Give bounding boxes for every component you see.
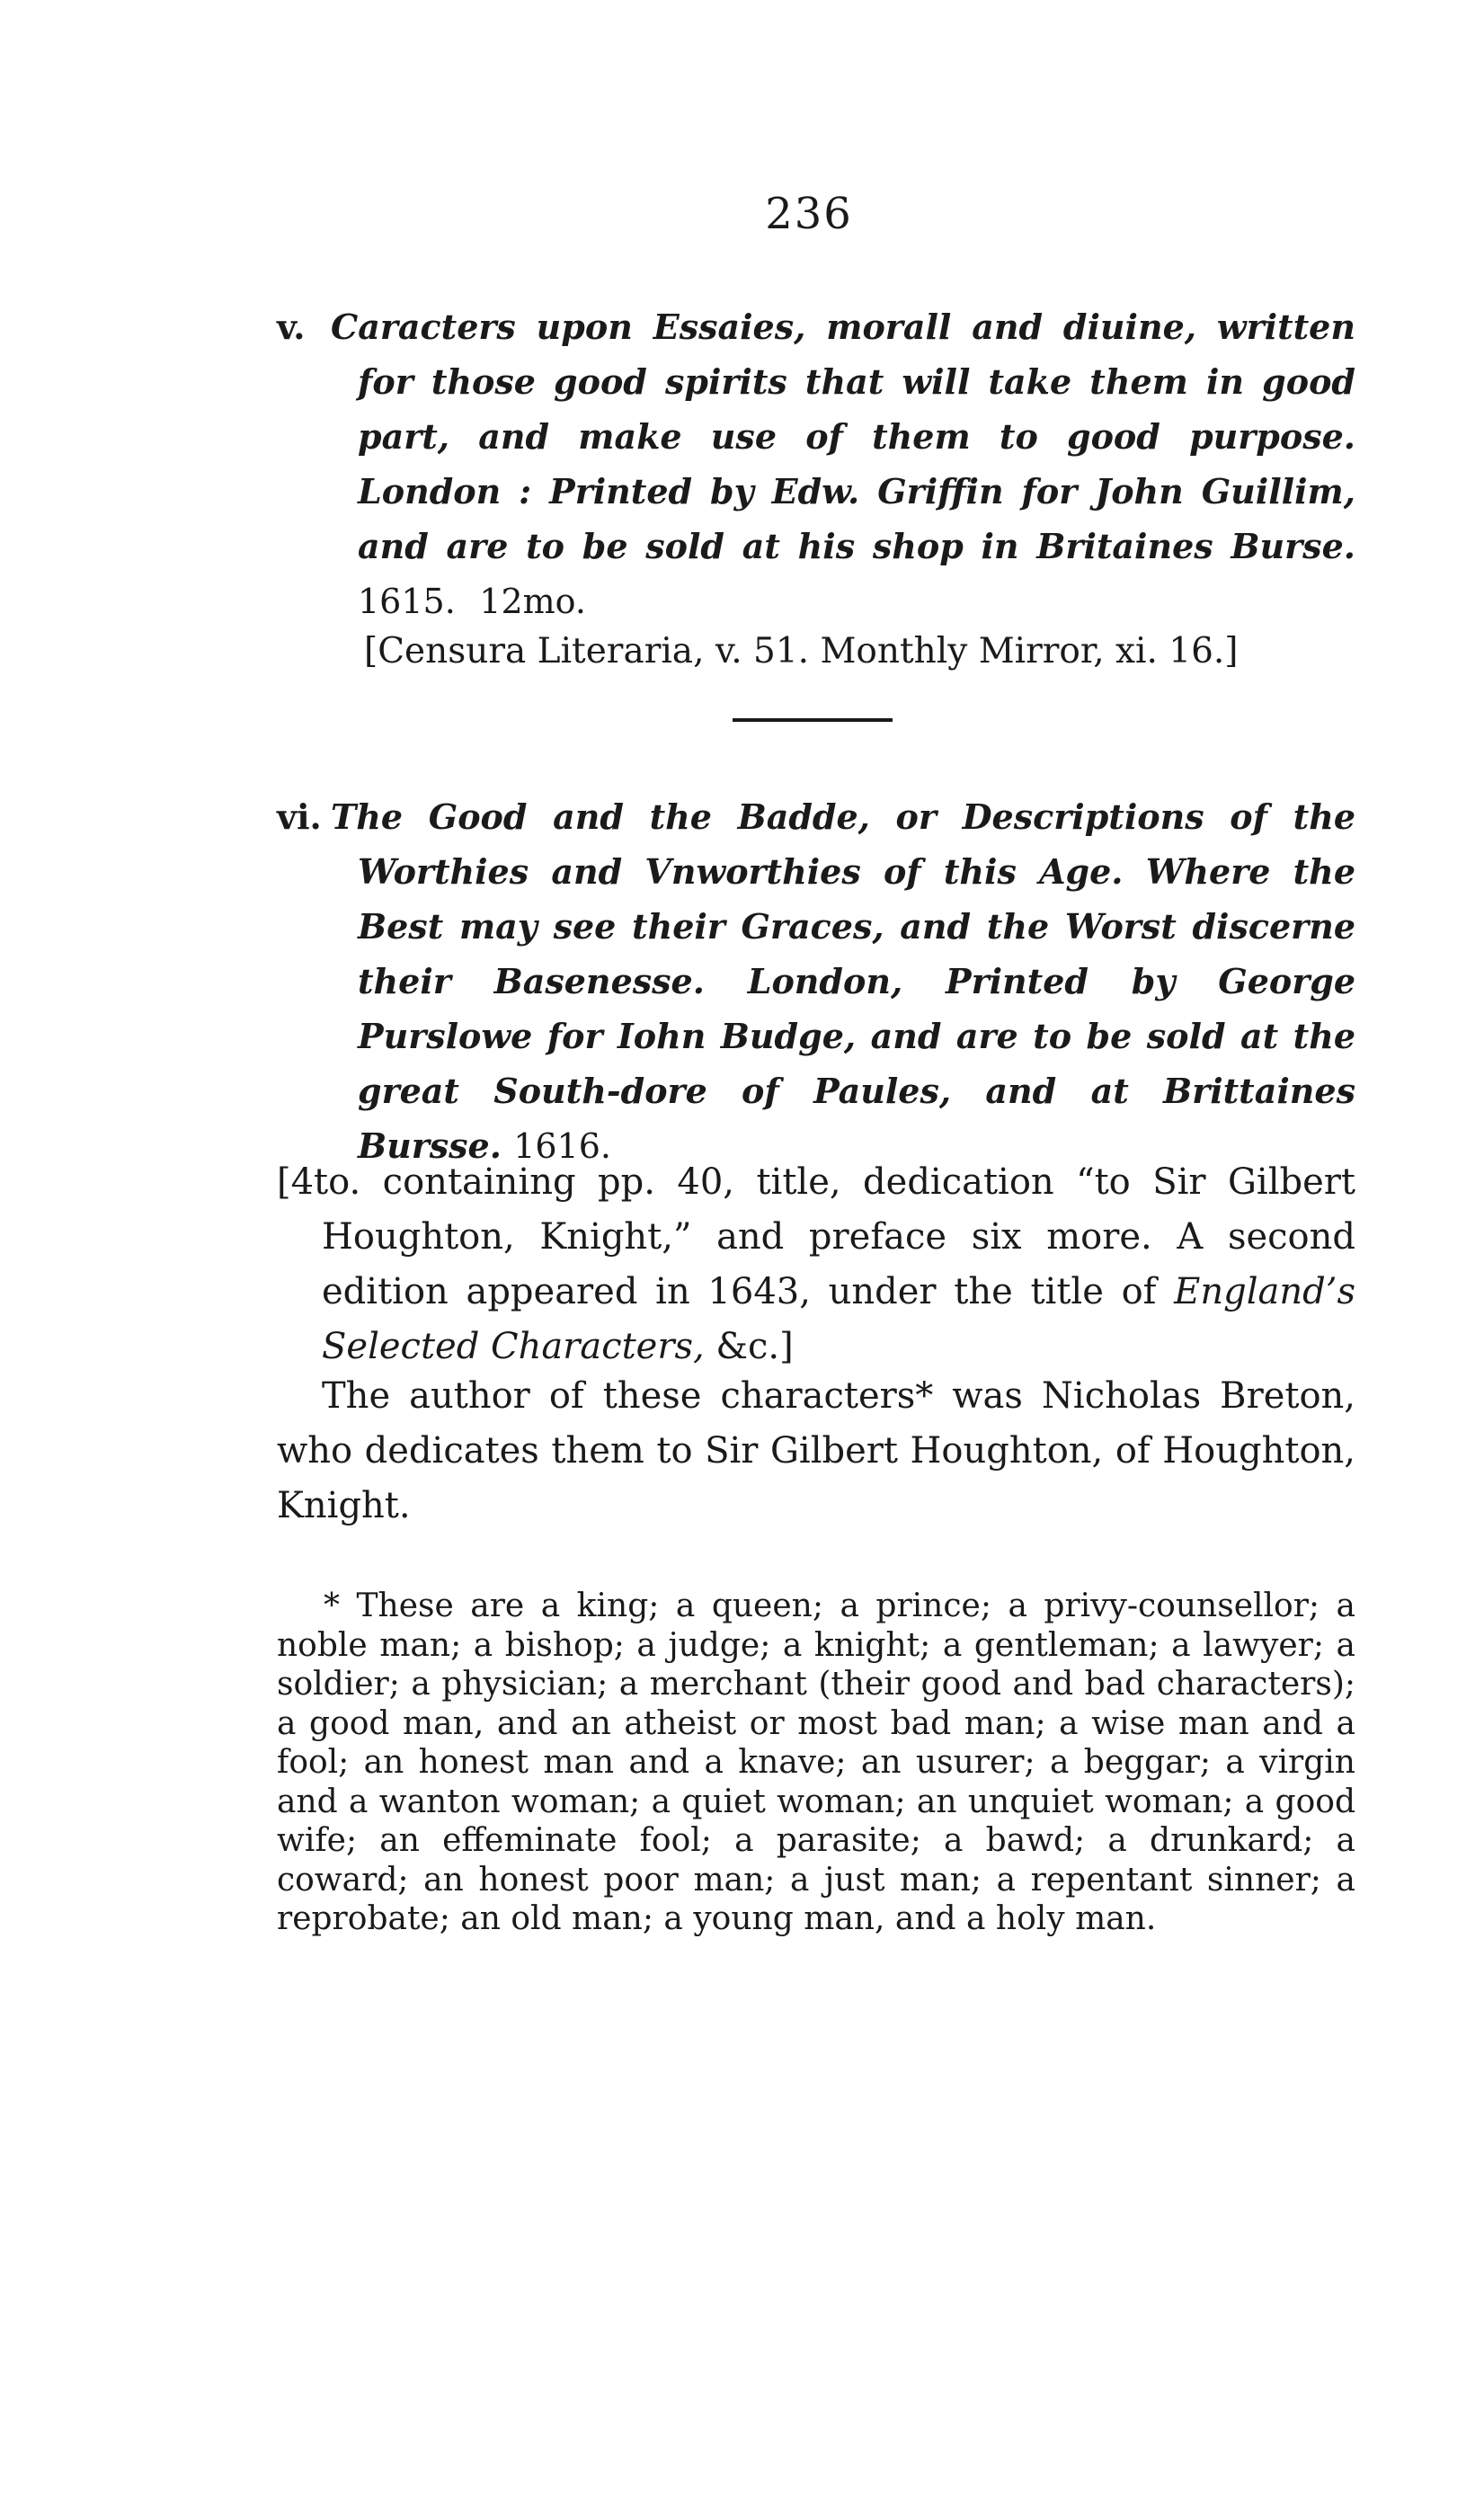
author-paragraph: The author of these characters* was Nicholas Breton, who dedicates them to Sir Gilbert Houghton, of Houghton, Knight. [277,1375,1355,1526]
edition-note-text: [4to. containing pp. 40, title, dedication “to Sir Gilbert Houghton, Knight,” and preface six more. A second edition appeared in 1643, under the title of [277,1161,1355,1312]
entry-title [277,299,1355,629]
entry-numeral: v. [277,307,306,347]
bibliography-entry-v [277,299,1355,629]
edition-note [277,1155,1355,1374]
section-divider [733,718,893,722]
entry-title-text: The Good and the Badde, or Descriptions of the Worthies and Vnworthies of this Age. Where the Best may see their Graces, and the Worst discerne their Basenesse. London, Printed by George Purslowe for Iohn Budge, and are to be sold at the great South-dore of Paules, and at Brittaines Bursse. [331,796,1355,1166]
entry-year: 1615. [358,582,456,621]
entry-title-text: Caracters upon Essaies, morall and diuine, written for those good spirits that will take them in good part, and make use of them to good purpose. London : Printed by Edw. Griffin for John Guillim, and are to be sold at his shop in Britaines Burse. [331,307,1355,566]
entry-year: 1616. [513,1126,611,1166]
bibliography-entry-vi [277,789,1355,1174]
entry-numeral: vi. [277,796,322,837]
footnote: * These are a king; a queen; a prince; a privy-counsellor; a noble man; a bishop; a judge; a knight; a gentleman; a lawyer; a soldier; a physician; a merchant (their good and bad characters); a good man, and an atheist or most bad man; a wise man and a fool; an honest man and a knave; an usurer; a beggar; a virgin and a wanton woman; a quiet woman; an unquiet woman; a good wife; an effeminate fool; a parasite; a bawd; a drunkard; a coward; an honest poor man; a just man; a repentant sinner; a reprobate; an old man; a young man, and a holy man. [277,1588,1355,1937]
page-number: 236 [765,189,853,239]
edition-note-tail: &c.] [715,1326,794,1367]
entry-reference: [Censura Literaria, v. 51. Monthly Mirror, xi. 16.] [364,631,1239,671]
entry-format: 12mo. [479,582,586,621]
edition-note-title: England’s Selected Characters, [322,1271,1355,1367]
entry-title [277,789,1355,1174]
